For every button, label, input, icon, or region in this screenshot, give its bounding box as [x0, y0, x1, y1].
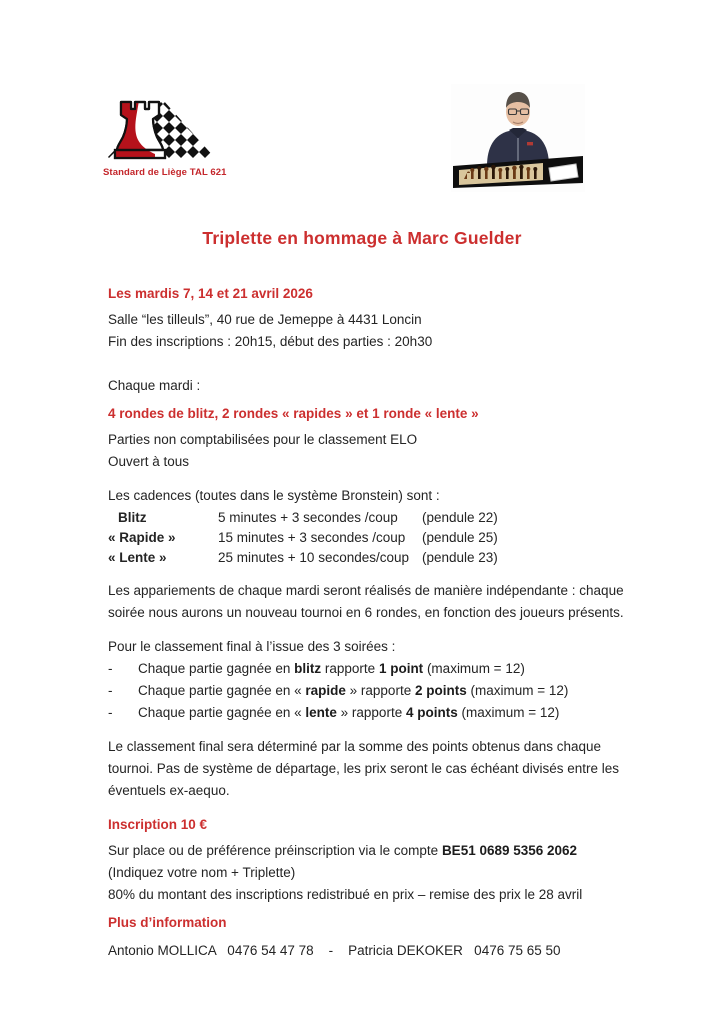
cadence-clock: (pendule 23) [422, 550, 498, 565]
table-row [108, 528, 624, 548]
list-item [108, 680, 624, 702]
flyer-body [0, 283, 724, 962]
table-row [108, 548, 624, 568]
cadence-clock: (pendule 25) [422, 530, 498, 545]
flyer-header [0, 0, 724, 212]
list-item [108, 702, 624, 724]
classement-bullets [108, 658, 624, 724]
dates-heading: Les mardis 7, 14 et 21 avril 2026 [108, 286, 313, 301]
inscription-line-1: Sur place ou de préférence préinscription via le compte BE51 0689 5356 2062 [108, 843, 578, 858]
bullet-text: Chaque partie gagnée en blitz rapporte 1 point (maximum = 12) [138, 661, 525, 676]
bullet-dash: - [108, 683, 113, 698]
open-note: Ouvert à tous [108, 454, 190, 469]
final-ranking-paragraph: Le classement final sera déterminé par la somme des points obtenus dans chaque tournoi. Pas de système de départage, les prix seront le cas échéant divisés entre les éventuels ex-aequo. [108, 739, 620, 798]
club-logo-caption: Standard de Liège TAL 621 [103, 167, 227, 178]
pairings-paragraph: Les appariements de chaque mardi seront réalisés de manière indépendante : chaque soirée nous aurons un nouveau tournoi en 6 rondes, en fonction des joueurs présents. [108, 583, 624, 620]
marc-guelder-photo [451, 84, 585, 192]
bullet-text: Chaque partie gagnée en « lente » rapporte 4 points (maximum = 12) [138, 705, 560, 720]
inscription-line-2: (Indiquez votre nom + Triplette) [108, 865, 296, 880]
cadence-time: 15 minutes + 3 secondes /coup [218, 530, 406, 545]
cadence-clock: (pendule 22) [422, 510, 498, 525]
elo-note: Parties non comptabilisées pour le classement ELO [108, 432, 418, 447]
page-title: Triplette en hommage à Marc Guelder [202, 228, 522, 248]
cadence-time: 25 minutes + 10 secondes/coup [218, 550, 410, 565]
bank-account-number: BE51 0689 5356 2062 [441, 843, 578, 858]
list-item [108, 658, 624, 680]
bullet-dash: - [108, 705, 113, 720]
contact-line: Antonio MOLLICA 0476 54 47 78 - Patricia DEKOKER 0476 75 65 50 [108, 943, 561, 958]
cadence-name: Blitz [118, 510, 147, 525]
schedule-intro: Chaque mardi : [108, 378, 201, 393]
chess-rook-logo-icon [103, 98, 219, 160]
inscription-line-3: 80% du montant des inscriptions redistribué en prix – remise des prix le 28 avril [108, 887, 583, 902]
cadence-name: « Rapide » [108, 530, 176, 545]
inscription-heading: Inscription 10 € [108, 817, 208, 832]
cadence-time: 5 minutes + 3 secondes /coup [218, 510, 398, 525]
cadence-name: « Lente » [108, 550, 167, 565]
cadences-intro: Les cadences (toutes dans le système Bronstein) sont : [108, 488, 440, 503]
photo-illustration [451, 84, 585, 192]
club-logo [103, 98, 227, 178]
cadences-table [108, 508, 624, 568]
classement-intro: Pour le classement final à l’issue des 3 soirées : [108, 639, 396, 654]
venue-line-1: Salle “les tilleuls”, 40 rue de Jemeppe à 4431 Loncin [108, 312, 422, 327]
format-heading: 4 rondes de blitz, 2 rondes « rapides » et 1 ronde « lente » [108, 406, 479, 421]
venue-line-2: Fin des inscriptions : 20h15, début des parties : 20h30 [108, 334, 433, 349]
bullet-dash: - [108, 661, 113, 676]
table-row [108, 508, 624, 528]
more-info-heading: Plus d’information [108, 915, 227, 930]
bullet-text: Chaque partie gagnée en « rapide » rapporte 2 points (maximum = 12) [138, 683, 569, 698]
